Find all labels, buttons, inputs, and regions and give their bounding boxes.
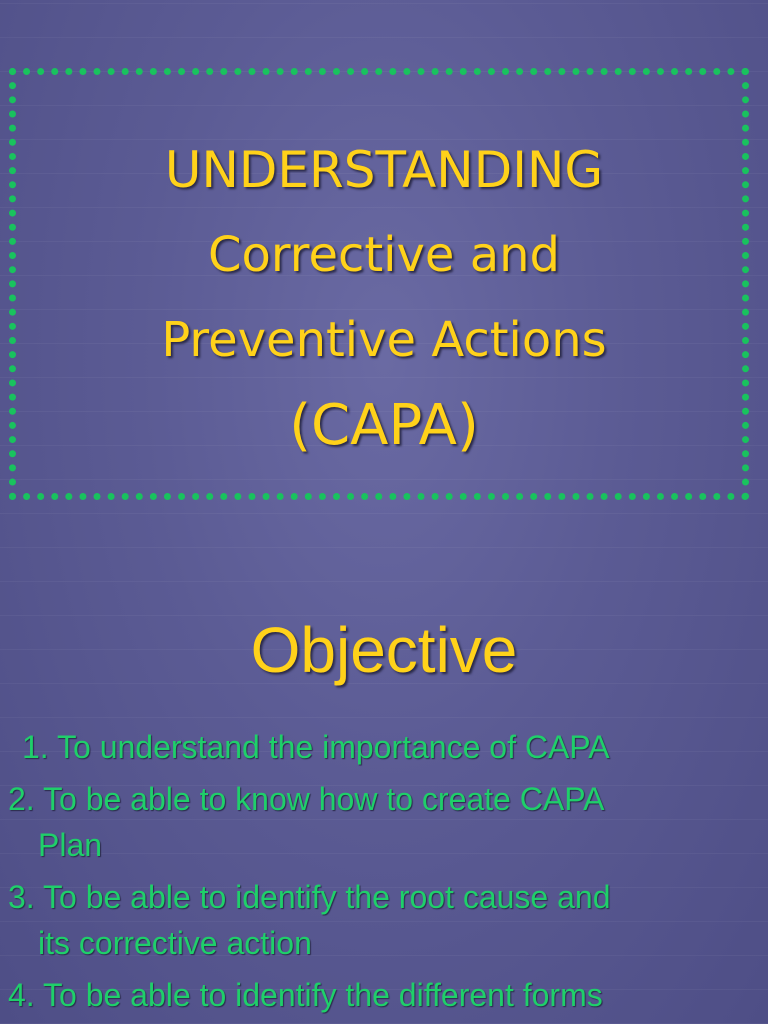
objective-item-4: [0, 972, 768, 1018]
objective-item-3: [0, 874, 768, 966]
objective-3-line-1: 3. To be able to identify the root cause and: [8, 879, 611, 915]
objective-1-line-1: 1. To understand the importance of CAPA: [22, 729, 610, 765]
title-line-3: Preventive Actions: [161, 312, 607, 368]
objective-heading: Objective: [250, 614, 518, 686]
objective-2-line-2: Plan: [38, 827, 103, 863]
objective-4-line-1: 4. To be able to identify the different forms: [8, 977, 603, 1013]
objective-item-1: [0, 724, 768, 770]
title-line-1: UNDERSTANDING: [164, 141, 604, 199]
objective-2-line-1: 2. To be able to know how to create CAPA: [8, 781, 605, 817]
title-line-2: Corrective and: [207, 227, 561, 283]
objectives-list: [0, 724, 768, 1024]
title-line-4: (CAPA): [289, 393, 479, 458]
slide-title: [0, 128, 768, 468]
objective-item-2: [0, 776, 768, 868]
objective-3-line-2: its corrective action: [38, 925, 312, 961]
